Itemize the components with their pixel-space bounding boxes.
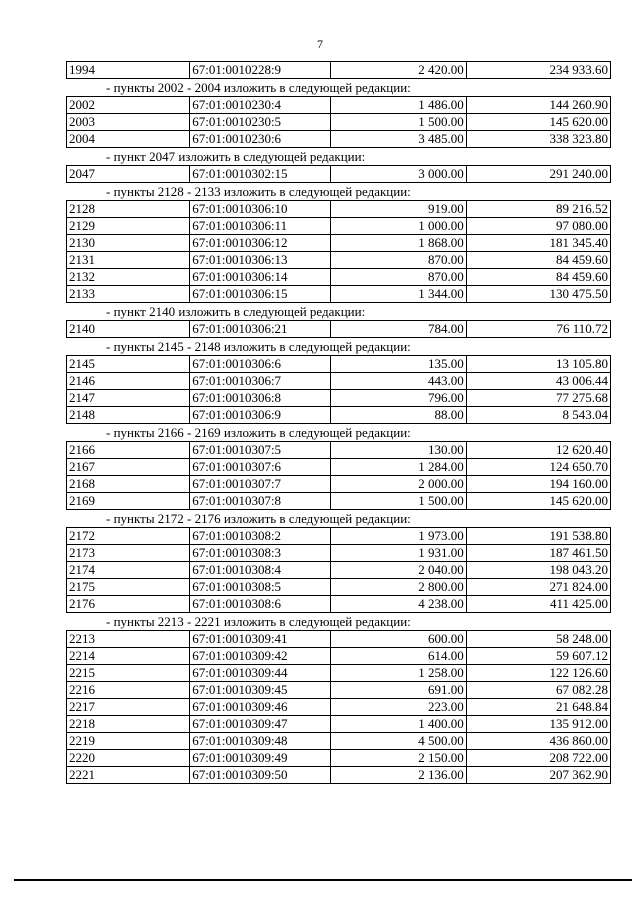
area-cell: 88.00 bbox=[331, 407, 466, 424]
item-number-cell: 2129 bbox=[67, 218, 190, 235]
cadastral-number-cell: 67:01:0010307:6 bbox=[190, 459, 331, 476]
page-number: 7 bbox=[317, 37, 323, 51]
item-number-cell: 2148 bbox=[67, 407, 190, 424]
value-cell: 84 459.60 bbox=[466, 252, 610, 269]
cadastral-number-cell: 67:01:0010306:13 bbox=[190, 252, 331, 269]
cadastral-number-cell: 67:01:0010230:6 bbox=[190, 131, 331, 148]
item-number-cell: 2146 bbox=[67, 373, 190, 390]
cadastral-number-cell: 67:01:0010309:45 bbox=[190, 682, 331, 699]
section-heading: - пункты 2166 - 2169 изложить в следующей редакции: bbox=[106, 425, 411, 440]
section-heading: - пункты 2002 - 2004 изложить в следующей редакции: bbox=[106, 80, 411, 95]
item-number-cell: 2174 bbox=[67, 562, 190, 579]
value-cell: 181 345.40 bbox=[466, 235, 610, 252]
area-cell: 2 420.00 bbox=[331, 62, 466, 79]
value-cell: 145 620.00 bbox=[466, 114, 610, 131]
table-row bbox=[67, 459, 611, 476]
cadastral-number-cell: 67:01:0010309:46 bbox=[190, 699, 331, 716]
value-cell: 124 650.70 bbox=[466, 459, 610, 476]
area-cell: 1 868.00 bbox=[331, 235, 466, 252]
area-cell: 1 931.00 bbox=[331, 545, 466, 562]
table-row bbox=[67, 631, 611, 648]
area-cell: 1 486.00 bbox=[331, 97, 466, 114]
table-row bbox=[67, 373, 611, 390]
table-row bbox=[67, 252, 611, 269]
item-number-cell: 2215 bbox=[67, 665, 190, 682]
parcel-table bbox=[66, 200, 611, 303]
value-cell: 144 260.90 bbox=[466, 97, 610, 114]
item-number-cell: 2004 bbox=[67, 131, 190, 148]
item-number-cell: 2218 bbox=[67, 716, 190, 733]
table-row bbox=[67, 114, 611, 131]
value-cell: 58 248.00 bbox=[466, 631, 610, 648]
item-number-cell: 2132 bbox=[67, 269, 190, 286]
cadastral-number-cell: 67:01:0010309:49 bbox=[190, 750, 331, 767]
item-number-cell: 2216 bbox=[67, 682, 190, 699]
item-number-cell: 2145 bbox=[67, 356, 190, 373]
table-row bbox=[67, 545, 611, 562]
area-cell: 691.00 bbox=[331, 682, 466, 699]
cadastral-number-cell: 67:01:0010306:15 bbox=[190, 286, 331, 303]
area-cell: 870.00 bbox=[331, 252, 466, 269]
section-heading: - пункты 2172 - 2176 изложить в следующей редакции: bbox=[106, 511, 411, 526]
document-body bbox=[66, 61, 611, 784]
value-cell: 234 933.60 bbox=[466, 62, 610, 79]
cadastral-number-cell: 67:01:0010309:41 bbox=[190, 631, 331, 648]
cadastral-number-cell: 67:01:0010306:21 bbox=[190, 321, 331, 338]
item-number-cell: 2169 bbox=[67, 493, 190, 510]
cadastral-number-cell: 67:01:0010309:47 bbox=[190, 716, 331, 733]
area-cell: 1 973.00 bbox=[331, 528, 466, 545]
item-number-cell: 2172 bbox=[67, 528, 190, 545]
cadastral-number-cell: 67:01:0010230:5 bbox=[190, 114, 331, 131]
table-row bbox=[67, 166, 611, 183]
table-row bbox=[67, 235, 611, 252]
item-number-cell: 2214 bbox=[67, 648, 190, 665]
item-number-cell: 2003 bbox=[67, 114, 190, 131]
table-row bbox=[67, 407, 611, 424]
section-heading: - пункт 2047 изложить в следующей редакции: bbox=[106, 149, 366, 164]
cadastral-number-cell: 67:01:0010306:12 bbox=[190, 235, 331, 252]
cadastral-number-cell: 67:01:0010306:7 bbox=[190, 373, 331, 390]
parcel-table bbox=[66, 527, 611, 613]
area-cell: 1 500.00 bbox=[331, 114, 466, 131]
cadastral-number-cell: 67:01:0010308:3 bbox=[190, 545, 331, 562]
area-cell: 1 284.00 bbox=[331, 459, 466, 476]
parcel-table bbox=[66, 61, 611, 79]
table-row bbox=[67, 390, 611, 407]
parcel-table bbox=[66, 165, 611, 183]
area-cell: 614.00 bbox=[331, 648, 466, 665]
cadastral-number-cell: 67:01:0010309:50 bbox=[190, 767, 331, 784]
value-cell: 271 824.00 bbox=[466, 579, 610, 596]
value-cell: 198 043.20 bbox=[466, 562, 610, 579]
table-row bbox=[67, 562, 611, 579]
cadastral-number-cell: 67:01:0010308:6 bbox=[190, 596, 331, 613]
item-number-cell: 2168 bbox=[67, 476, 190, 493]
value-cell: 207 362.90 bbox=[466, 767, 610, 784]
item-number-cell: 2175 bbox=[67, 579, 190, 596]
parcel-table bbox=[66, 96, 611, 148]
section-heading: - пункты 2213 - 2221 изложить в следующей редакции: bbox=[106, 614, 411, 629]
item-number-cell: 2173 bbox=[67, 545, 190, 562]
table-row bbox=[67, 218, 611, 235]
value-cell: 291 240.00 bbox=[466, 166, 610, 183]
area-cell: 600.00 bbox=[331, 631, 466, 648]
table-row bbox=[67, 476, 611, 493]
area-cell: 1 000.00 bbox=[331, 218, 466, 235]
table-row bbox=[67, 716, 611, 733]
item-number-cell: 2047 bbox=[67, 166, 190, 183]
item-number-cell: 2213 bbox=[67, 631, 190, 648]
cadastral-number-cell: 67:01:0010309:48 bbox=[190, 733, 331, 750]
section-heading: - пункты 2128 - 2133 изложить в следующей редакции: bbox=[106, 184, 411, 199]
table-row bbox=[67, 579, 611, 596]
value-cell: 130 475.50 bbox=[466, 286, 610, 303]
cadastral-number-cell: 67:01:0010302:15 bbox=[190, 166, 331, 183]
section-heading: - пункт 2140 изложить в следующей редакции: bbox=[106, 304, 366, 319]
area-cell: 784.00 bbox=[331, 321, 466, 338]
value-cell: 89 216.52 bbox=[466, 201, 610, 218]
table-row bbox=[67, 286, 611, 303]
cadastral-number-cell: 67:01:0010306:11 bbox=[190, 218, 331, 235]
item-number-cell: 2131 bbox=[67, 252, 190, 269]
cadastral-number-cell: 67:01:0010230:4 bbox=[190, 97, 331, 114]
value-cell: 21 648.84 bbox=[466, 699, 610, 716]
value-cell: 145 620.00 bbox=[466, 493, 610, 510]
area-cell: 2 800.00 bbox=[331, 579, 466, 596]
table-row bbox=[67, 201, 611, 218]
area-cell: 1 344.00 bbox=[331, 286, 466, 303]
parcel-table bbox=[66, 320, 611, 338]
area-cell: 3 485.00 bbox=[331, 131, 466, 148]
value-cell: 43 006.44 bbox=[466, 373, 610, 390]
item-number-cell: 2002 bbox=[67, 97, 190, 114]
item-number-cell: 2167 bbox=[67, 459, 190, 476]
value-cell: 187 461.50 bbox=[466, 545, 610, 562]
item-number-cell: 2220 bbox=[67, 750, 190, 767]
area-cell: 443.00 bbox=[331, 373, 466, 390]
cadastral-number-cell: 67:01:0010306:14 bbox=[190, 269, 331, 286]
area-cell: 3 000.00 bbox=[331, 166, 466, 183]
page-bottom-rule bbox=[14, 879, 632, 881]
item-number-cell: 2221 bbox=[67, 767, 190, 784]
table-row bbox=[67, 442, 611, 459]
area-cell: 223.00 bbox=[331, 699, 466, 716]
table-row bbox=[67, 97, 611, 114]
table-row bbox=[67, 750, 611, 767]
cadastral-number-cell: 67:01:0010306:9 bbox=[190, 407, 331, 424]
value-cell: 77 275.68 bbox=[466, 390, 610, 407]
item-number-cell: 2176 bbox=[67, 596, 190, 613]
value-cell: 84 459.60 bbox=[466, 269, 610, 286]
table-row bbox=[67, 269, 611, 286]
item-number-cell: 1994 bbox=[67, 62, 190, 79]
area-cell: 2 000.00 bbox=[331, 476, 466, 493]
cadastral-number-cell: 67:01:0010309:42 bbox=[190, 648, 331, 665]
table-row bbox=[67, 699, 611, 716]
area-cell: 2 150.00 bbox=[331, 750, 466, 767]
value-cell: 191 538.80 bbox=[466, 528, 610, 545]
cadastral-number-cell: 67:01:0010308:2 bbox=[190, 528, 331, 545]
item-number-cell: 2140 bbox=[67, 321, 190, 338]
cadastral-number-cell: 67:01:0010308:4 bbox=[190, 562, 331, 579]
area-cell: 130.00 bbox=[331, 442, 466, 459]
cadastral-number-cell: 67:01:0010309:44 bbox=[190, 665, 331, 682]
table-row bbox=[67, 62, 611, 79]
table-row bbox=[67, 356, 611, 373]
cadastral-number-cell: 67:01:0010228:9 bbox=[190, 62, 331, 79]
value-cell: 8 543.04 bbox=[466, 407, 610, 424]
parcel-table bbox=[66, 630, 611, 784]
cadastral-number-cell: 67:01:0010307:8 bbox=[190, 493, 331, 510]
value-cell: 338 323.80 bbox=[466, 131, 610, 148]
value-cell: 194 160.00 bbox=[466, 476, 610, 493]
value-cell: 208 722.00 bbox=[466, 750, 610, 767]
value-cell: 97 080.00 bbox=[466, 218, 610, 235]
value-cell: 411 425.00 bbox=[466, 596, 610, 613]
table-row bbox=[67, 131, 611, 148]
cadastral-number-cell: 67:01:0010308:5 bbox=[190, 579, 331, 596]
section-heading: - пункты 2145 - 2148 изложить в следующей редакции: bbox=[106, 339, 411, 354]
item-number-cell: 2128 bbox=[67, 201, 190, 218]
table-row bbox=[67, 682, 611, 699]
area-cell: 135.00 bbox=[331, 356, 466, 373]
table-row bbox=[67, 596, 611, 613]
item-number-cell: 2166 bbox=[67, 442, 190, 459]
table-row bbox=[67, 648, 611, 665]
area-cell: 4 500.00 bbox=[331, 733, 466, 750]
area-cell: 1 400.00 bbox=[331, 716, 466, 733]
value-cell: 436 860.00 bbox=[466, 733, 610, 750]
cadastral-number-cell: 67:01:0010306:6 bbox=[190, 356, 331, 373]
table-row bbox=[67, 493, 611, 510]
area-cell: 4 238.00 bbox=[331, 596, 466, 613]
cadastral-number-cell: 67:01:0010307:7 bbox=[190, 476, 331, 493]
value-cell: 59 607.12 bbox=[466, 648, 610, 665]
value-cell: 135 912.00 bbox=[466, 716, 610, 733]
area-cell: 870.00 bbox=[331, 269, 466, 286]
area-cell: 919.00 bbox=[331, 201, 466, 218]
cadastral-number-cell: 67:01:0010307:5 bbox=[190, 442, 331, 459]
area-cell: 2 040.00 bbox=[331, 562, 466, 579]
table-row bbox=[67, 321, 611, 338]
table-row bbox=[67, 665, 611, 682]
area-cell: 796.00 bbox=[331, 390, 466, 407]
area-cell: 2 136.00 bbox=[331, 767, 466, 784]
table-row bbox=[67, 767, 611, 784]
parcel-table bbox=[66, 441, 611, 510]
item-number-cell: 2130 bbox=[67, 235, 190, 252]
value-cell: 12 620.40 bbox=[466, 442, 610, 459]
item-number-cell: 2133 bbox=[67, 286, 190, 303]
item-number-cell: 2217 bbox=[67, 699, 190, 716]
item-number-cell: 2219 bbox=[67, 733, 190, 750]
table-row bbox=[67, 528, 611, 545]
item-number-cell: 2147 bbox=[67, 390, 190, 407]
cadastral-number-cell: 67:01:0010306:8 bbox=[190, 390, 331, 407]
area-cell: 1 258.00 bbox=[331, 665, 466, 682]
parcel-table bbox=[66, 355, 611, 424]
value-cell: 122 126.60 bbox=[466, 665, 610, 682]
value-cell: 67 082.28 bbox=[466, 682, 610, 699]
value-cell: 76 110.72 bbox=[466, 321, 610, 338]
area-cell: 1 500.00 bbox=[331, 493, 466, 510]
value-cell: 13 105.80 bbox=[466, 356, 610, 373]
cadastral-number-cell: 67:01:0010306:10 bbox=[190, 201, 331, 218]
table-row bbox=[67, 733, 611, 750]
